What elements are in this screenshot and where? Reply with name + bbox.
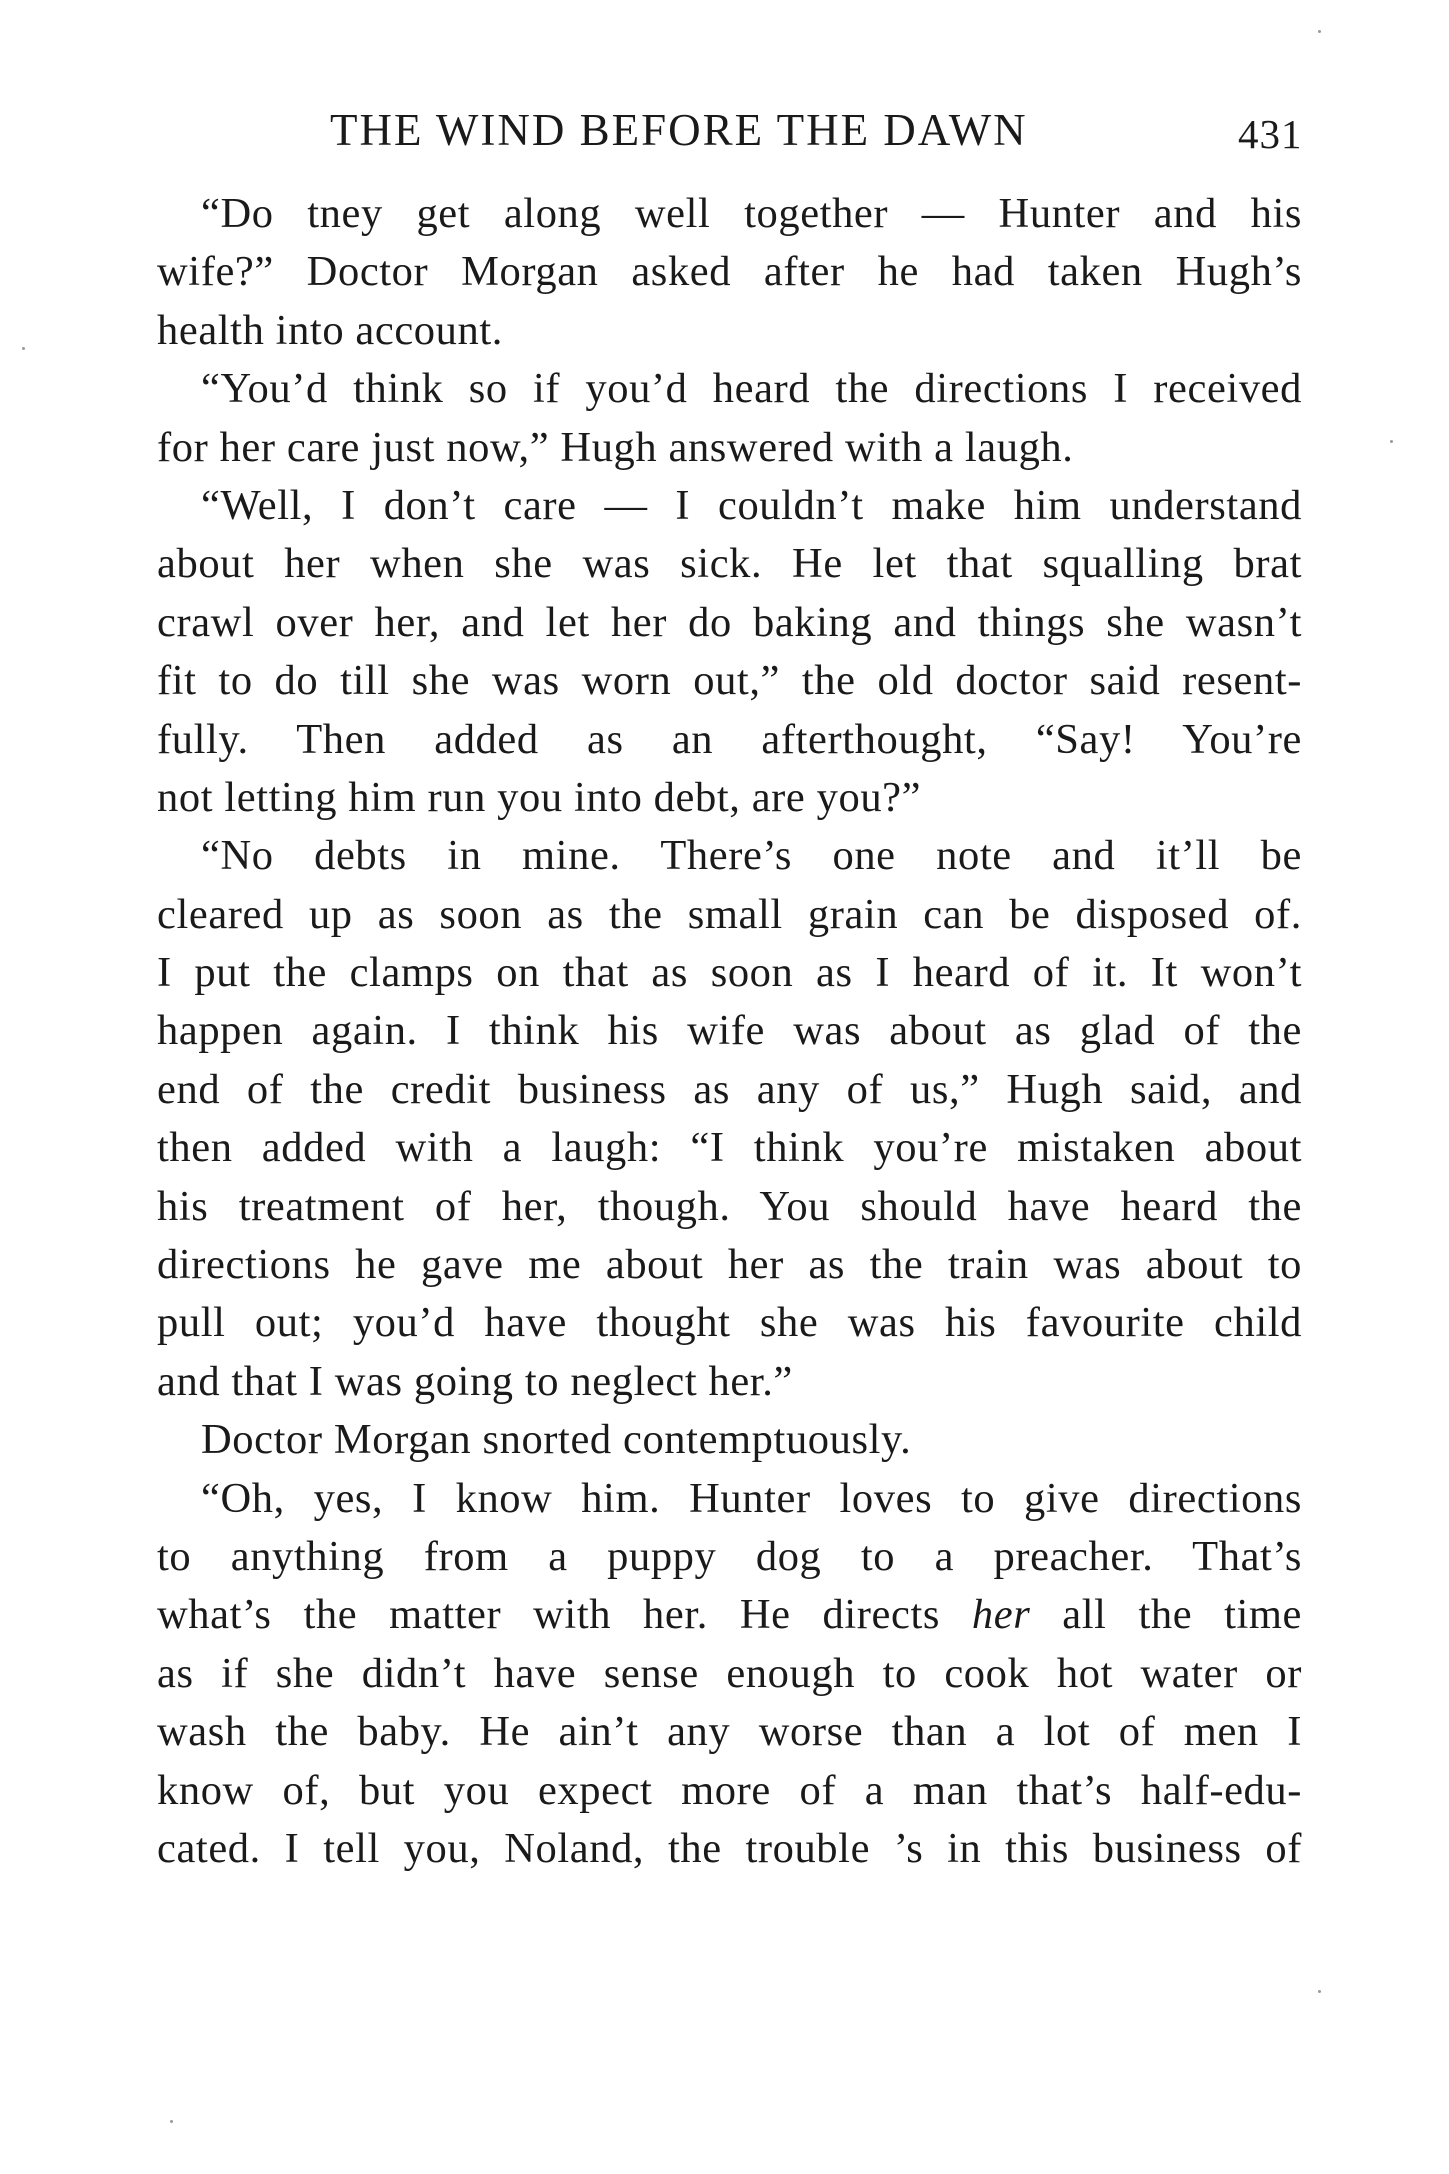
text-line: health into account.: [157, 306, 503, 354]
text-line: end of the credit business as any of us,” Hugh said, and: [157, 1065, 1302, 1113]
text-line: not letting him run you into debt, are you?”: [157, 773, 922, 821]
text-line: fully. Then added as an afterthought, “Say! You’re: [157, 715, 1302, 763]
text-line: wash the baby. He ain’t any worse than a lot of men I: [157, 1708, 1302, 1756]
text-line: know of, but you expect more of a man that’s half-edu-: [157, 1766, 1302, 1814]
paper-speck: [22, 347, 25, 350]
paper-speck: [1318, 30, 1321, 33]
text-line: for her care just now,” Hugh answered with a laugh.: [157, 423, 1074, 471]
italic-emphasis: her: [971, 1591, 1031, 1639]
text-line: “Well, I don’t care — I couldn’t make him understand: [201, 481, 1302, 529]
text-line: pull out; you’d have thought she was his favourite child: [157, 1299, 1302, 1347]
page-number: 431: [1238, 111, 1303, 157]
running-title: THE WIND BEFORE THE DAWN: [330, 105, 1028, 155]
running-head: [0, 100, 1449, 160]
text-line: then added with a laugh: “I think you’re mistaken about: [157, 1124, 1302, 1172]
text-line: Doctor Morgan snorted contemptuously.: [201, 1416, 912, 1464]
text-line: cleared up as soon as the small grain can be disposed of.: [157, 890, 1302, 938]
body-text: [157, 185, 1302, 1878]
text-line: “No debts in mine. There’s one note and it’ll be: [201, 832, 1302, 880]
text-line: as if she didn’t have sense enough to cook hot water or: [157, 1649, 1302, 1697]
text-line: “You’d think so if you’d heard the directions I received: [201, 365, 1302, 413]
paper-speck: [170, 2120, 173, 2123]
text-line: his treatment of her, though. You should have heard the: [157, 1182, 1302, 1230]
paper-speck: [1318, 1990, 1321, 1993]
text-line: cated. I tell you, Noland, the trouble ’s in this business of: [157, 1824, 1302, 1872]
text-line: about her when she was sick. He let that squalling brat: [157, 540, 1302, 588]
text-line: [157, 1586, 1302, 1644]
paper-speck: [1390, 440, 1393, 443]
text-line: “Do tney get along well together — Hunter and his: [201, 190, 1302, 237]
text-run: all the time: [1030, 1591, 1303, 1639]
text-line: wife?” Doctor Morgan asked after he had taken Hugh’s: [157, 248, 1302, 296]
text-line: crawl over her, and let her do baking and things she wasn’t: [157, 598, 1302, 646]
text-line: “Oh, yes, I know him. Hunter loves to give directions: [201, 1474, 1302, 1522]
text-line: directions he gave me about her as the train was about to: [157, 1241, 1302, 1289]
text-line: fit to do till she was worn out,” the old doctor said resent-: [157, 657, 1302, 705]
text-line: and that I was going to neglect her.”: [157, 1357, 793, 1405]
text-run: what’s the matter with her. He directs: [157, 1591, 972, 1639]
text-line: I put the clamps on that as soon as I heard of it. It won’t: [157, 949, 1302, 997]
text-line: happen again. I think his wife was about as glad of the: [157, 1007, 1302, 1055]
text-line: to anything from a puppy dog to a preacher. That’s: [157, 1532, 1302, 1580]
